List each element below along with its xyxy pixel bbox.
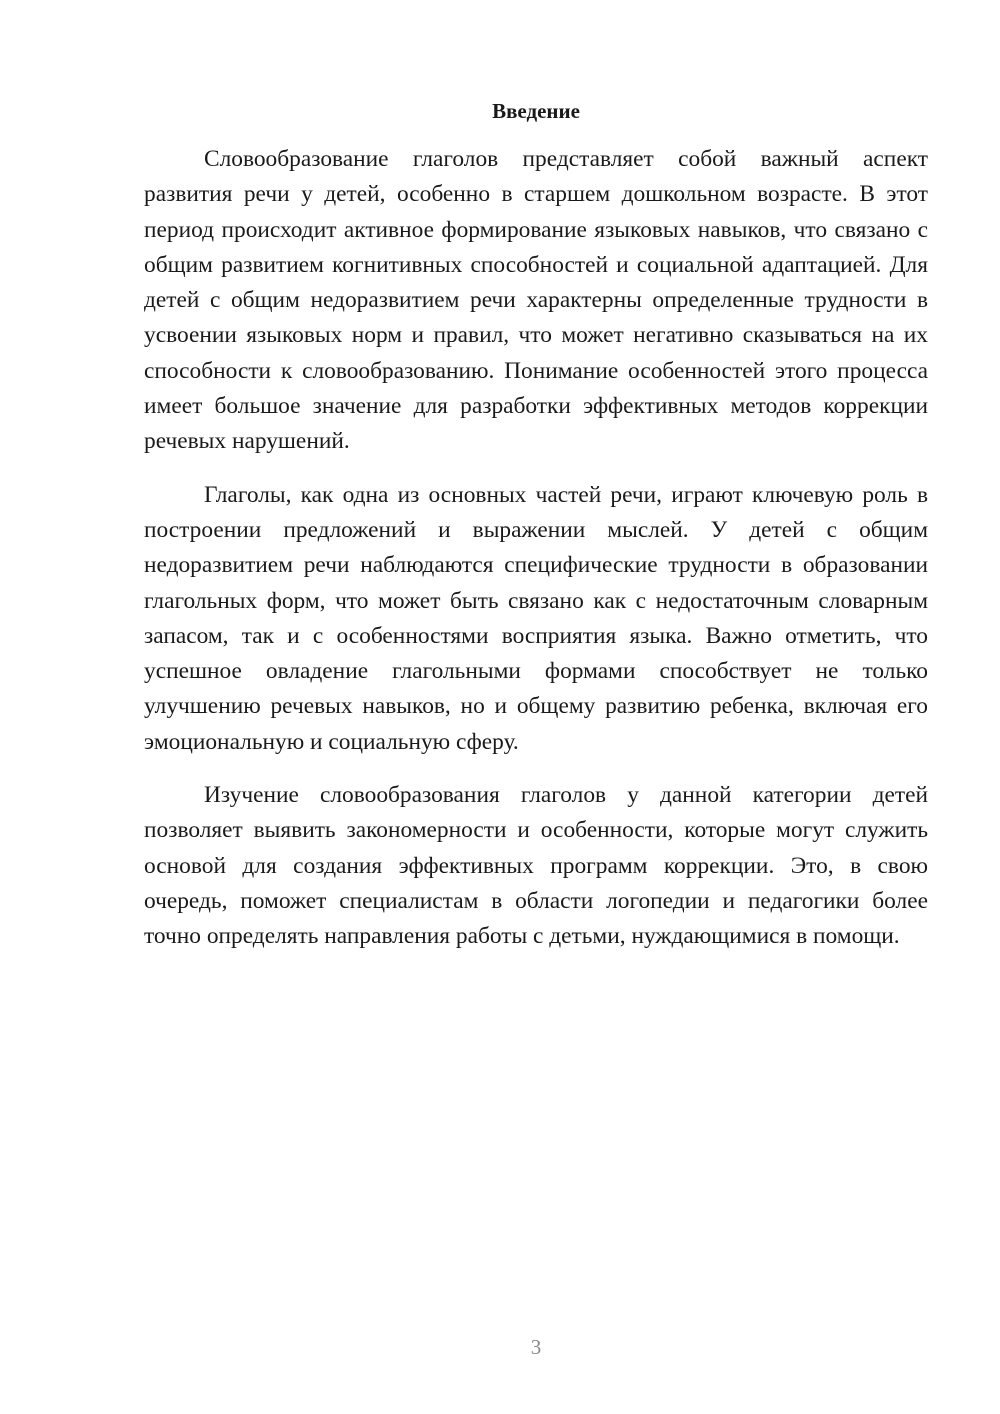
page-number: 3: [530, 1335, 542, 1359]
paragraph-2: Глаголы, как одна из основных частей речи, играют ключевую роль в построении предложений и выражении мыслей. У детей с общим недоразвитием речи наблюдаются специфические трудности в образовании глагольных форм, что может быть связано как с недостаточным словарным запасом, так и с особенностями восприятия языка. Важно отметить, что успешное овладение глагольными формами способствует не только улучшению речевых навыков, но и общему развитию ребенка, включая его эмоциональную и социальную сферу.: [144, 481, 928, 755]
paragraph-3: Изучение словообразования глаголов у данной категории детей позволяет выявить закономерности и особенности, которые могут служить основой для создания эффективных программ коррекции. Это, в свою очередь, поможет специалистам в области логопедии и педагогики более точно определять направления работы с детьми, нуждающимися в помощи.: [144, 782, 928, 950]
page-title: Введение: [492, 99, 580, 123]
paragraph-1: Словообразование глаголов представляет собой важный аспект развития речи у детей, особенно в старшем дошкольном возрасте. В этот период происходит активное формирование языковых навыков, что связано с общим развитием когнитивных способностей и социальной адаптацией. Для детей с общим недоразвитием речи характерны определенные трудности в усвоении языковых норм и правил, что может негативно сказываться на их способности к словообразованию. Понимание особенностей этого процесса имеет большое значение для разработки эффективных методов коррекции речевых нарушений.: [144, 146, 928, 455]
body-text: [144, 142, 928, 973]
